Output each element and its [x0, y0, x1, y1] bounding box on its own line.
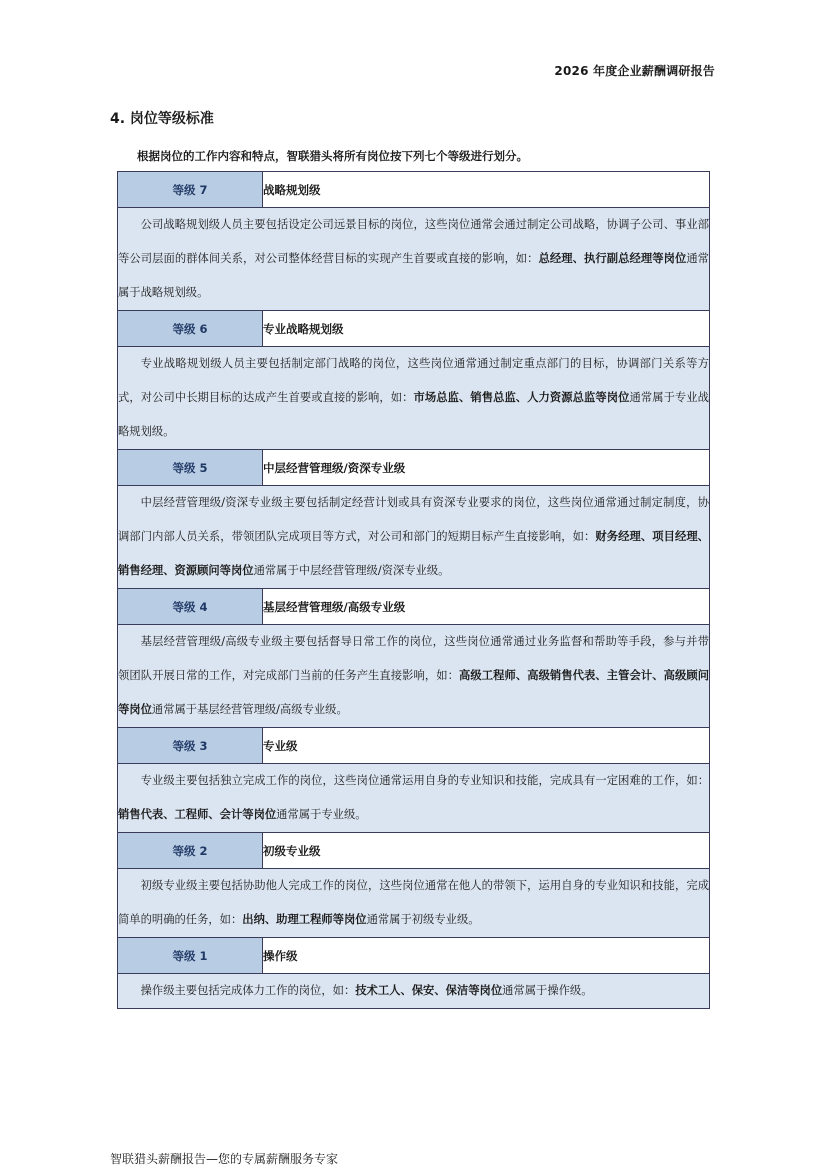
- grade-label: 等级 6: [118, 311, 263, 347]
- grade-5-header: [118, 450, 710, 486]
- desc-text: 专业级主要包括独立完成工作的岗位，这些岗位通常运用自身的专业知识和技能，完成具有一定困难的工作，如：: [140, 774, 709, 787]
- grade-label: 等级 2: [118, 833, 263, 869]
- section-intro: 根据岗位的工作内容和特点，智联猎头将所有岗位按下列七个等级进行划分。: [137, 149, 528, 163]
- grade-6-description: [118, 347, 710, 450]
- desc-example-positions: 财务经理、项目经理、销售经理、资源顾问等岗位: [118, 530, 709, 577]
- grade-4-header: [118, 589, 710, 625]
- grade-label: 等级 7: [118, 172, 263, 208]
- desc-text: 中层经营管理级/资深专业级主要包括制定经营计划或具有资深专业要求的岗位，这些岗位通常通过制定制度，协调部门内部人员关系，带领团队完成项目等方式，对公司和部门的短期目标产生直接影响，如：: [118, 496, 709, 543]
- grade-label: 等级 4: [118, 589, 263, 625]
- report-title: 2026 年度企业薪酬调研报告: [554, 64, 715, 78]
- page-footer: 智联猎头薪酬报告—您的专属薪酬服务专家: [110, 1152, 339, 1166]
- grade-name: 战略规划级: [263, 172, 710, 208]
- grade-6-header: [118, 311, 710, 347]
- grade-1-header: [118, 938, 710, 974]
- grade-7-description: [118, 208, 710, 311]
- desc-example-positions: 总经理、执行副总经理等岗位: [538, 252, 687, 265]
- grade-3-description: [118, 764, 710, 833]
- desc-example-positions: 技术工人、保安、保洁等岗位: [355, 984, 503, 997]
- grade-label: 等级 5: [118, 450, 263, 486]
- grade-name: 中层经营管理级/资深专业级: [263, 450, 710, 486]
- grade-3-header: [118, 728, 710, 764]
- grade-5-description: [118, 486, 710, 589]
- desc-text: 基层经营管理级/高级专业级主要包括督导日常工作的岗位，这些岗位通常通过业务监督和帮助等手段，参与并带领团队开展日常的工作，对完成部门当前的任务产生直接影响，如：: [118, 635, 709, 682]
- desc-example-positions: 高级工程师、高级销售代表、主管会计、高级顾问等岗位: [118, 669, 709, 716]
- grade-label: 等级 3: [118, 728, 263, 764]
- grade-2-description: [118, 869, 710, 938]
- grade-name: 基层经营管理级/高级专业级: [263, 589, 710, 625]
- desc-text: 公司战略规划级人员主要包括设定公司远景目标的岗位，这些岗位通常会通过制定公司战略，协调子公司、事业部等公司层面的群体间关系，对公司整体经营目标的实现产生首要或直接的影响，如：: [118, 218, 709, 265]
- grade-name: 初级专业级: [263, 833, 710, 869]
- desc-example-positions: 出纳、助理工程师等岗位: [242, 913, 367, 926]
- grade-7-header: [118, 172, 710, 208]
- grade-name: 专业级: [263, 728, 710, 764]
- desc-example-positions: 销售代表、工程师、会计等岗位: [118, 808, 277, 821]
- desc-text: 通常属于初级专业级。: [366, 913, 480, 926]
- desc-text: 初级专业级主要包括协助他人完成工作的岗位，这些岗位通常在他人的带领下，运用自身的专业知识和技能，完成简单的明确的任务，如：: [118, 879, 709, 926]
- desc-text: 通常属于战略规划级。: [118, 252, 709, 299]
- desc-text: 通常属于操作级。: [502, 984, 593, 997]
- grade-name: 专业战略规划级: [263, 311, 710, 347]
- grade-name: 操作级: [263, 938, 710, 974]
- grade-2-header: [118, 833, 710, 869]
- desc-text: 通常属于专业战略规划级。: [118, 391, 709, 438]
- desc-text: 通常属于中层经营管理级/资深专业级。: [253, 564, 450, 577]
- grade-1-description: [118, 974, 710, 1009]
- desc-text: 操作级主要包括完成体力工作的岗位，如：: [140, 984, 356, 997]
- section-heading: 4. 岗位等级标准: [110, 111, 214, 127]
- desc-text: 通常属于专业级。: [276, 808, 367, 821]
- grade-table: [117, 171, 710, 1009]
- grade-4-description: [118, 625, 710, 728]
- desc-text: 专业战略规划级人员主要包括制定部门战略的岗位，这些岗位通常通过制定重点部门的目标，协调部门关系等方式，对公司中长期目标的达成产生首要或直接的影响，如：: [118, 357, 709, 404]
- grade-label: 等级 1: [118, 938, 263, 974]
- desc-text: 通常属于基层经营管理级/高级专业级。: [151, 703, 348, 716]
- desc-example-positions: 市场总监、销售总监、人力资源总监等岗位: [413, 391, 630, 404]
